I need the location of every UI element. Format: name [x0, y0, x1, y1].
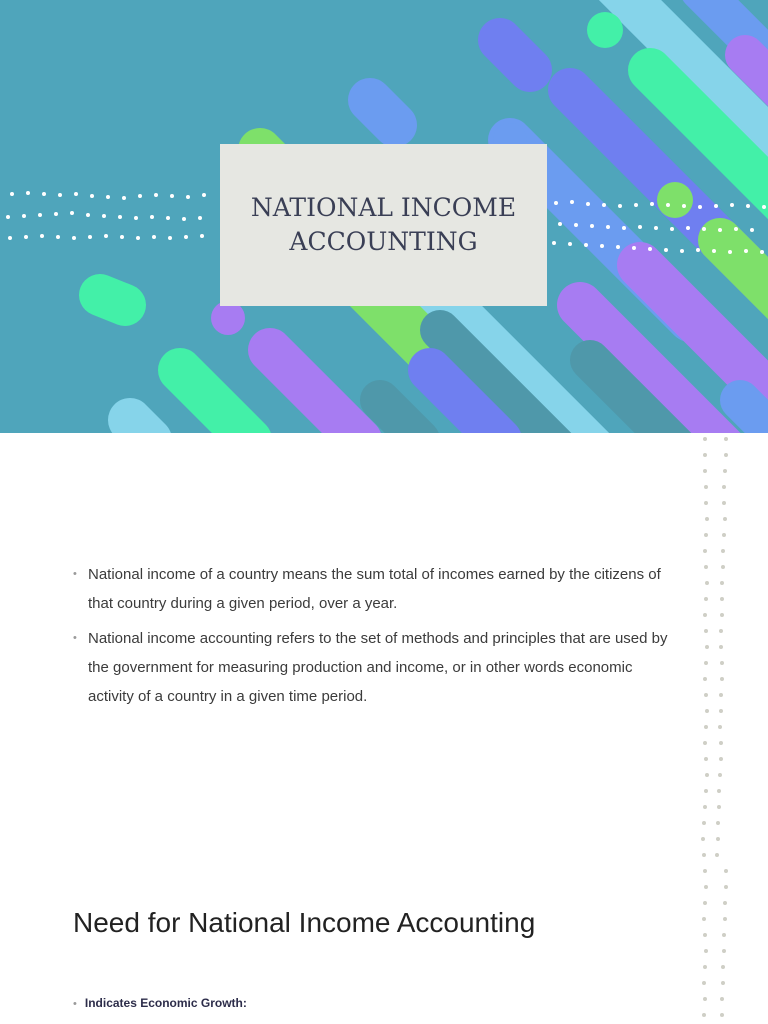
bullet-dot: • [73, 568, 77, 580]
bullet-item [70, 624, 670, 711]
side-dotted-decoration [695, 433, 735, 1024]
sub-bullet-text: Indicates Economic Growth: [84, 996, 247, 1010]
bullet-item [70, 560, 670, 618]
slide-title: NATIONAL INCOME ACCOUNTING [250, 193, 517, 256]
bullet-text: National income of a country means the sum total of incomes earned by the citizens of that country during a given period, over a year. [88, 566, 661, 612]
section-heading: Need for National Income Accounting [73, 907, 536, 938]
sub-bullet-item [73, 996, 247, 1010]
bullet-text: National income accounting refers to the set of methods and principles that are used by the government for measuring production and income, or in other words economic activity of a country in a given time period. [88, 630, 668, 705]
title-box [220, 144, 547, 306]
bullet-dot: • [73, 632, 77, 644]
bullet-dot: • [73, 998, 77, 1010]
bullet-list [70, 560, 670, 717]
title-banner [0, 0, 768, 433]
